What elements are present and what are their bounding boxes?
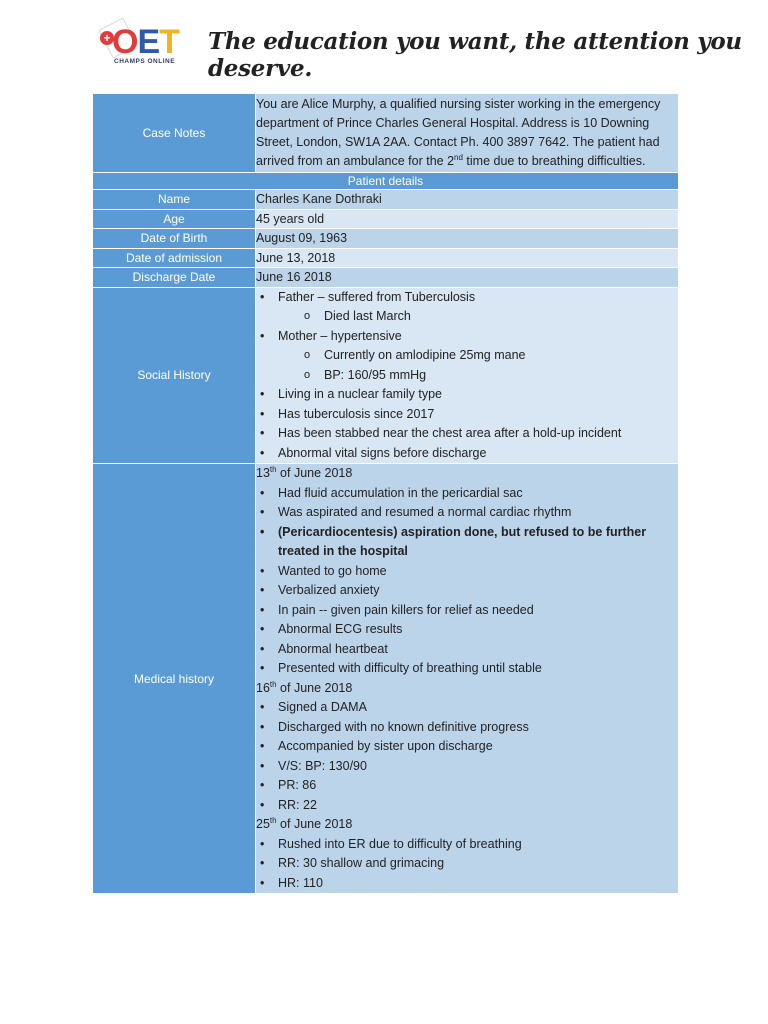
date-suffix: th xyxy=(269,464,277,474)
list-item: • Accompanied by sister upon discharge xyxy=(256,737,678,757)
list-item: • Abnormal ECG results xyxy=(256,620,678,640)
history-list xyxy=(256,698,678,815)
patient-details-header-row xyxy=(93,173,679,190)
case-notes-table xyxy=(92,93,679,894)
detail-label: Date of admission xyxy=(93,248,256,268)
detail-label: Name xyxy=(93,190,256,210)
list-item: • (Pericardiocentesis) aspiration done, but refused to be further treated in the hospital xyxy=(256,523,678,562)
list-item: • PR: 86 xyxy=(256,776,678,796)
case-notes-row xyxy=(93,94,679,173)
list-item: • Was aspirated and resumed a normal cardiac rhythm xyxy=(256,503,678,523)
detail-label: Discharge Date xyxy=(93,268,256,288)
date-month-year: of June 2018 xyxy=(276,817,353,831)
list-item: • HR: 110 xyxy=(256,874,678,894)
list-item: • Verbalized anxiety xyxy=(256,581,678,601)
case-notes-text-end: time due to breathing difficulties. xyxy=(462,154,646,168)
list-item: • Abnormal heartbeat xyxy=(256,640,678,660)
list-item: • Abnormal vital signs before discharge xyxy=(256,444,678,464)
detail-row-admission xyxy=(93,248,679,268)
detail-value: August 09, 1963 xyxy=(256,229,679,249)
list-item: • Living in a nuclear family type xyxy=(256,385,678,405)
list-item: • Wanted to go home xyxy=(256,562,678,582)
list-item: • Has tuberculosis since 2017 xyxy=(256,405,678,425)
list-item: • Presented with difficulty of breathing until stable xyxy=(256,659,678,679)
list-item: • In pain -- given pain killers for relief as needed xyxy=(256,601,678,621)
list-item: • Father – suffered from Tuberculosis xyxy=(256,288,678,308)
list-item: • Had fluid accumulation in the pericardial sac xyxy=(256,484,678,504)
social-history-content xyxy=(256,287,679,464)
logo-subtitle: CHAMPS ONLINE xyxy=(114,58,176,65)
medical-history-row xyxy=(93,464,679,894)
medical-history-label: Medical history xyxy=(93,464,256,894)
medical-history-content xyxy=(256,464,679,894)
case-notes-label: Case Notes xyxy=(93,94,256,173)
history-date xyxy=(256,464,678,484)
detail-row-name xyxy=(93,190,679,210)
date-day: 16 xyxy=(256,680,270,695)
date-month-year: of June 2018 xyxy=(276,466,353,480)
detail-row-discharge xyxy=(93,268,679,288)
date-day: 25 xyxy=(256,817,270,831)
sub-list-item: o Died last March xyxy=(256,307,678,327)
detail-label: Age xyxy=(93,209,256,229)
oet-logo xyxy=(98,18,188,70)
patient-details-title: Patient details xyxy=(93,173,679,190)
detail-value: June 13, 2018 xyxy=(256,248,679,268)
detail-value: Charles Kane Dothraki xyxy=(256,190,679,210)
page-header xyxy=(0,0,768,80)
date-suffix: th xyxy=(269,679,277,689)
date-suffix: th xyxy=(269,815,277,825)
list-item: • RR: 30 shallow and grimacing xyxy=(256,854,678,874)
list-item: • Has been stabbed near the chest area after a hold-up incident xyxy=(256,424,678,444)
case-notes-sup: nd xyxy=(454,152,463,162)
detail-value: 45 years old xyxy=(256,209,679,229)
sub-list-item: o BP: 160/95 mmHg xyxy=(256,366,678,386)
date-day: 13 xyxy=(256,466,270,480)
date-month-year: of June 2018 xyxy=(276,680,353,695)
history-list xyxy=(256,835,678,894)
list-item: • Discharged with no known definitive progress xyxy=(256,718,678,738)
history-list xyxy=(256,484,678,679)
list-item: • Signed a DAMA xyxy=(256,698,678,718)
list-item: • V/S: BP: 130/90 xyxy=(256,757,678,777)
social-history-list xyxy=(256,288,678,464)
logo-wordmark: OET xyxy=(112,23,179,61)
detail-row-age xyxy=(93,209,679,229)
tagline: The education you want, the attention you deserve. xyxy=(208,28,742,82)
list-item: • Rushed into ER due to difficulty of breathing xyxy=(256,835,678,855)
detail-row-dob xyxy=(93,229,679,249)
case-notes-text-main: You are Alice Murphy, a qualified nursing sister working in the emergency department of Prince Charles General Hospital. Address is 10 Downing Street, London, SW1A 2AA. Contact Ph. 400 3897 7642. The patient had arrived from an ambulance for the 2 xyxy=(256,97,661,168)
social-history-label: Social History xyxy=(93,287,256,464)
detail-label: Date of Birth xyxy=(93,229,256,249)
history-date xyxy=(256,679,678,699)
list-item: • RR: 22 xyxy=(256,796,678,816)
social-history-row xyxy=(93,287,679,464)
medical-cross-icon: + xyxy=(100,31,114,45)
detail-value: June 16 2018 xyxy=(256,268,679,288)
history-date xyxy=(256,815,678,835)
list-item: • Mother – hypertensive xyxy=(256,327,678,347)
sub-list-item: o Currently on amlodipine 25mg mane xyxy=(256,346,678,366)
case-notes-text xyxy=(256,94,679,173)
